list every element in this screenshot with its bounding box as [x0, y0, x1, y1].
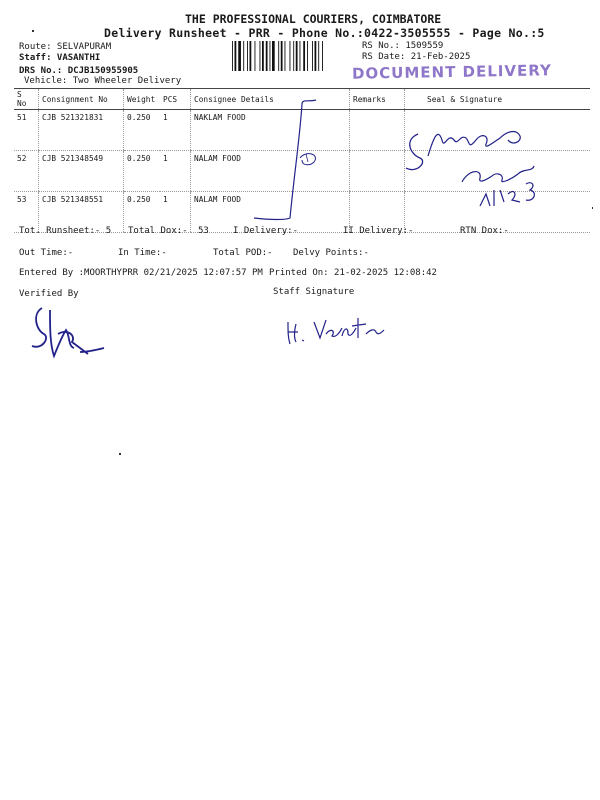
cell-consignment: CJB 521348551	[39, 192, 124, 233]
total-dox-value: 53	[198, 226, 209, 236]
delivery-tick-mark	[250, 96, 320, 226]
stray-mark	[592, 207, 593, 209]
cell-pcs: 1	[160, 151, 191, 192]
stray-mark	[119, 453, 121, 455]
stray-mark	[32, 30, 34, 32]
cell-consignee: NAKLAM FOOD	[191, 110, 350, 151]
col-seal-signature: Seal & Signature	[405, 89, 591, 110]
ii-delivery: II Delivery:-	[343, 226, 414, 236]
out-time: Out Time:-	[19, 248, 74, 258]
cell-sno: 52	[14, 151, 39, 192]
barcode-image	[232, 41, 357, 71]
cell-weight: 0.250	[124, 110, 161, 151]
i-delivery: I Delivery:-	[233, 226, 299, 236]
route-label: Route: SELVAPURAM	[19, 42, 112, 52]
cell-pcs: 1	[160, 110, 191, 151]
staff-label: Staff: VASANTHI	[19, 53, 101, 63]
cell-consignment: CJB 521348549	[39, 151, 124, 192]
cell-weight: 0.250	[124, 192, 161, 233]
total-pod: Total POD:-	[213, 248, 273, 258]
col-remarks: Remarks	[350, 89, 405, 110]
total-dox-label: Total Dox:-	[128, 226, 188, 236]
cell-pcs: 1	[160, 192, 191, 233]
cell-remarks	[350, 110, 405, 151]
verified-by-label: Verified By	[19, 289, 79, 299]
entered-by: Entered By :MOORTHYPRR 02/21/2025 12:07:57 PM	[19, 268, 263, 278]
cell-sno: 51	[14, 110, 39, 151]
staff-signature	[282, 308, 392, 348]
cell-consignment: CJB 521321831	[39, 110, 124, 151]
delvy-points: Delvy Points:-	[293, 248, 369, 258]
col-sno: S No	[14, 89, 39, 110]
document-subtitle: Delivery Runsheet - PRR - Phone No.:0422-3505555 - Page No.:5	[104, 26, 545, 40]
document-delivery-stamp: DOCUMENT DELIVERY	[351, 61, 553, 83]
col-consignment: Consignment No	[39, 89, 124, 110]
col-weight: Weight	[124, 89, 161, 110]
vehicle-label: Vehicle: Two Wheeler Delivery	[24, 76, 182, 86]
verifier-signature	[28, 300, 108, 365]
cell-consignee: NALAM FOOD	[191, 192, 350, 233]
rs-date: RS Date: 21-Feb-2025	[362, 52, 471, 62]
printed-on: Printed On: 21-02-2025 12:08:42	[269, 268, 437, 278]
in-time: In Time:-	[118, 248, 167, 258]
staff-signature-label: Staff Signature	[273, 287, 355, 297]
drs-number: DRS No.: DCJB150955905	[19, 66, 139, 76]
document-title: THE PROFESSIONAL COURIERS, COIMBATORE	[185, 12, 442, 26]
cell-weight: 0.250	[124, 151, 161, 192]
receiver-signature	[398, 110, 568, 220]
rs-number: RS No.: 1509559	[362, 41, 444, 51]
cell-consignee: NALAM FOOD	[191, 151, 350, 192]
col-consignee: Consignee Details	[191, 89, 350, 110]
cell-remarks	[350, 151, 405, 192]
rtn-dox: RTN Dox:-	[460, 226, 509, 236]
col-pcs: PCS	[160, 89, 191, 110]
tot-runsheet: Tot. Runsheet:- 5	[19, 226, 112, 236]
cell-sno: 53	[14, 192, 39, 233]
